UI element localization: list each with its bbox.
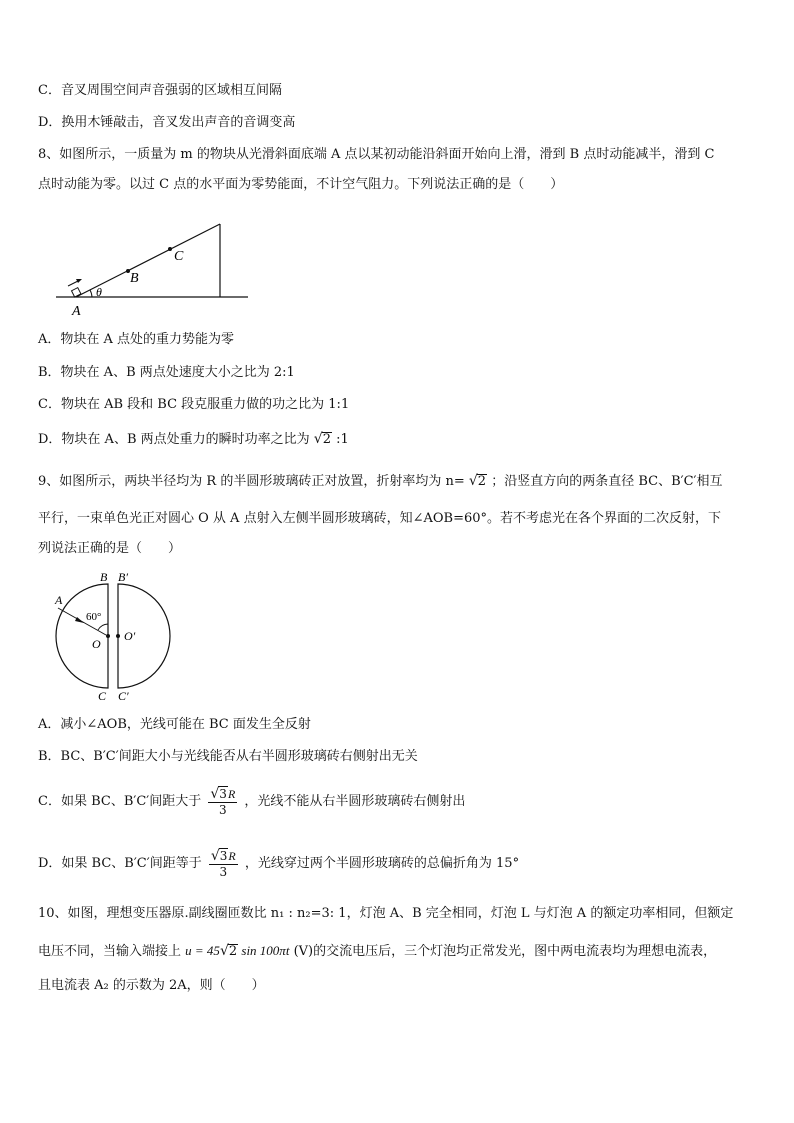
q8-option-d: D．物块在 A、B 两点处重力的瞬时功率之比为 √2 :1 [38,431,349,447]
q8-option-a: A．物块在 A 点处的重力势能为零 [38,332,235,347]
label-theta: θ [96,285,102,299]
label-c-prime: C′ [118,689,129,703]
q8-option-d-text: D．物块在 A、B 两点处重力的瞬时功率之比为 [38,432,310,447]
q9-option-d-fraction: $\frac{√3R}{3}$ [210,847,236,879]
q9-option-d-frac-r: R [228,848,236,863]
q8-stem-line1: 8、如图所示，一质量为 m 的物块从光滑斜面底端 A 点以某初动能沿斜面开始向上滑，滑到 B 点时动能减半，滑到 C [38,147,715,162]
q9-option-c [38,784,465,820]
q10-stem-line3: 且电流表 A₂ 的示数为 2A，则（ ） [38,978,265,993]
q9-option-d-frac-radicand: 3 [219,848,228,863]
q10-stem-line2: 电压不同，当输入端接上 u = 45√2 sin 100πt (V)的交流电压后，三个灯泡均正常发光，图中两电流表均为理想电流表， [38,943,717,959]
label-b: B [100,570,108,584]
q9-option-c-fraction: $\frac{√3R}{3}$ [210,785,236,817]
q9-refractive-index-radicand: 2 [477,474,487,489]
q9-option-c-pre: C．如果 BC、B′C′间距大于 [38,794,202,809]
left-semicircle [56,584,108,688]
q8-option-d-tail: :1 [336,432,349,447]
q7-option-c: C．音叉周围空间声音强弱的区域相互间隔 [38,83,282,98]
q10-formula-pre: u = 45 [185,943,220,958]
q9-option-d [38,846,519,882]
label-b-prime: B′ [118,570,128,584]
theta-arc [90,290,92,297]
q8-option-d-radicand: 2 [322,432,331,447]
q9-option-d-pre: D．如果 BC、B′C′间距等于 [38,856,202,871]
label-a: A [55,593,63,607]
q9-option-d-post: ，光线穿过两个半圆形玻璃砖的总偏折角为 15° [244,856,520,871]
q9-stem-line2: 平行，一束单色光正对圆心 O 从 A 点射入左侧半圆形玻璃砖，知∠AOB=60°。若不考虑光在各个界面的二次反射，下 [38,511,722,526]
q9-stem-line3: 列说法正确的是（ ） [38,541,182,556]
q10-formula-radicand: 2 [228,944,238,959]
incline-figure [52,218,252,318]
label-o: O [92,637,101,651]
q9-stem-line1: 9、如图所示，两块半径均为 R 的半圆形玻璃砖正对放置，折射率均为 n= √2 ；沿竖直方向的两条直径 BC、B′C′相互 [38,473,723,489]
q9-option-c-frac-den: 3 [219,802,227,817]
glass-bricks-figure [40,568,180,704]
point-c [168,247,172,251]
label-a: A [72,304,81,318]
q10-stem-line2-post: (V)的交流电压后，三个灯泡均正常发光，图中两电流表均为理想电流表， [293,944,717,959]
q9-option-d-frac-den: 3 [219,864,228,879]
center-o-prime [116,634,120,638]
q10-stem-line1: 10、如图，理想变压器原.副线圈匝数比 n₁ : n₂=3: 1，灯泡 A、B 完全相同，灯泡 L 与灯泡 A 的额定功率相同，但额定 [38,906,734,921]
q8-option-c: C．物块在 AB 段和 BC 段克服重力做的功之比为 1:1 [38,397,350,412]
label-o-prime: O′ [124,629,136,643]
q7-option-d: D．换用木锤敲击，音叉发出声音的音调变高 [38,115,296,130]
q9-option-c-frac-radicand: 3 [219,786,227,801]
label-c: C [174,249,184,264]
label-c: C [98,689,107,703]
q8-stem-line2: 点时动能为零。以过 C 点的水平面为零势能面，不计空气阻力。下列说法正确的是（ ） [38,177,564,192]
q9-option-c-frac-r: R [227,786,236,801]
q9-stem-line1-post: ；沿竖直方向的两条直径 BC、B′C′相互 [491,474,723,489]
angle-arc [98,624,108,630]
q10-formula-post: sin 100πt [238,943,290,958]
q9-stem-line1-pre: 9、如图所示，两块半径均为 R 的半圆形玻璃砖正对放置，折射率均为 n= [38,474,465,489]
q10-stem-line2-pre: 电压不同，当输入端接上 [38,944,182,959]
q9-option-b: B．BC、B′C′间距大小与光线能否从右半圆形玻璃砖右侧射出无关 [38,749,418,764]
q9-option-a: A．减小∠AOB，光线可能在 BC 面发生全反射 [38,717,311,732]
center-o [106,634,110,638]
q9-option-c-post: ，光线不能从右半圆形玻璃砖右侧射出 [244,794,466,809]
label-b: B [130,271,139,286]
q8-option-b: B．物块在 A、B 两点处速度大小之比为 2:1 [38,365,295,380]
label-angle: 60° [86,611,102,623]
